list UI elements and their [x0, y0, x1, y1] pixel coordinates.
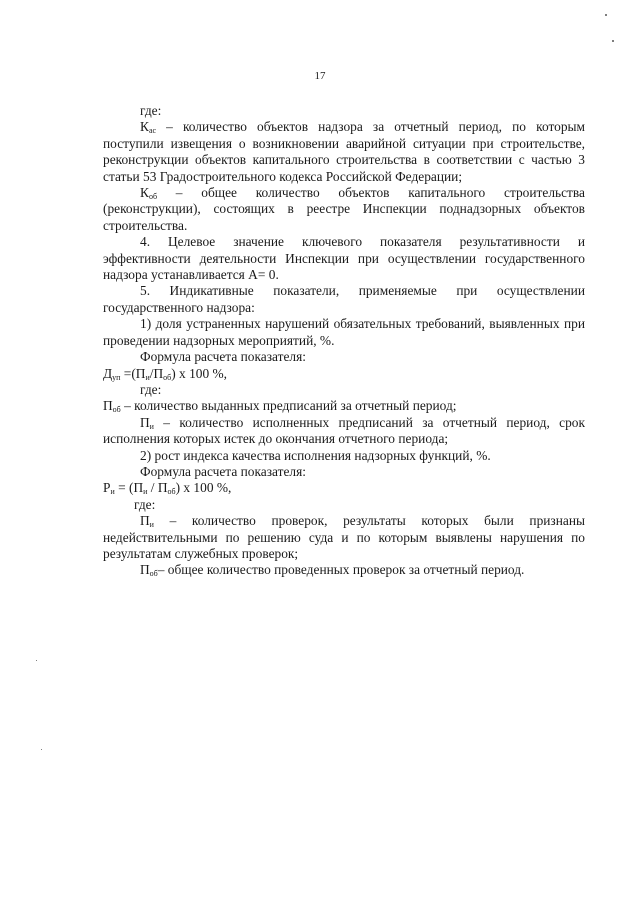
symbol: П — [140, 414, 150, 430]
subscript: и — [143, 487, 148, 497]
where-label: где: — [134, 496, 156, 512]
subscript: и — [110, 487, 115, 497]
formula-part: / П — [147, 480, 168, 496]
formula-symbol: Д — [103, 365, 113, 381]
document-body — [103, 103, 585, 579]
formula-label-1: Формула расчета показателя: — [140, 349, 306, 365]
definition-text: – общее количество объектов капитального строительства (реконструкции), состоящих в реестре Инспекции поднадзорных объектов строительства. — [103, 185, 585, 233]
formula-part: = (П — [114, 480, 144, 496]
subscript: и — [149, 520, 154, 530]
definition-p-ob — [103, 398, 585, 414]
subscript: и — [149, 421, 154, 431]
where-label: где: — [140, 381, 162, 397]
scan-speck — [612, 40, 614, 42]
definition-text: – общее количество проведенных проверок за отчетный период. — [157, 562, 525, 578]
item-5: 5. Индикативные показатели, применяемые при осуществлении государственного надзора: — [103, 283, 585, 315]
subscript: об — [148, 192, 158, 202]
symbol: П — [103, 398, 113, 414]
subscript: уп — [112, 372, 121, 382]
page-number: 17 — [314, 70, 326, 82]
definition-p-i — [103, 415, 585, 448]
formula-1 — [103, 366, 585, 382]
scan-speck — [41, 749, 42, 750]
symbol: К — [140, 119, 149, 135]
definition-k-ob — [103, 185, 585, 234]
formula-part: =(П — [120, 365, 146, 381]
definition-text: – количество выданных предписаний за отчетный период; — [120, 398, 457, 414]
item-4: 4. Целевое значение ключевого показателя результативности и эффективности деятельности Инспекции при осуществлении государственного надзора устанавливается А= 0. — [103, 234, 585, 283]
formula-2 — [103, 480, 585, 496]
scan-speck — [36, 660, 37, 661]
symbol: П — [140, 562, 150, 578]
subscript: об — [163, 372, 172, 382]
definition-p-n — [103, 513, 585, 562]
subscript: об — [167, 487, 176, 497]
subscript: и — [145, 372, 150, 382]
formula-part: ) х 100 %, — [175, 480, 232, 496]
symbol: П — [140, 513, 150, 529]
definition-text: – количество проверок, результаты которых были признаны недействительными по решению суда и по которым выявлены нарушения по результатам служебных проверок; — [103, 513, 585, 561]
formula-label-2: Формула расчета показателя: — [140, 463, 306, 479]
definition-text: – количество исполненных предписаний за отчетный период, срок исполнения которых истек до окончания отчетного периода; — [103, 414, 585, 447]
formula-symbol: Р — [103, 480, 111, 496]
subitem-2: 2) рост индекса качества исполнения надзорных функций, %. — [140, 447, 491, 463]
scan-speck — [605, 14, 607, 16]
definition-p-ob-2 — [103, 562, 585, 578]
definition-text: – количество объектов надзора за отчетный период, по которым поступили извещения о возникновении аварийной ситуации при строительстве, реконструкции объектов капитального строительства в соответствии с частью 3 статьи 53 Градостроительного кодекса Российской Федерации; — [103, 119, 585, 184]
formula-part: ) х 100 %, — [171, 365, 228, 381]
subscript: об — [149, 569, 158, 579]
subitem-1: 1) доля устраненных нарушений обязательных требований, выявленных при проведении надзорных мероприятий, %. — [103, 316, 585, 348]
symbol: К — [140, 185, 149, 201]
where-label: где: — [140, 103, 162, 118]
subscript: ас — [148, 126, 157, 136]
formula-part: /П — [149, 365, 164, 381]
definition-k-ac — [103, 119, 585, 185]
subscript: об — [112, 405, 121, 415]
